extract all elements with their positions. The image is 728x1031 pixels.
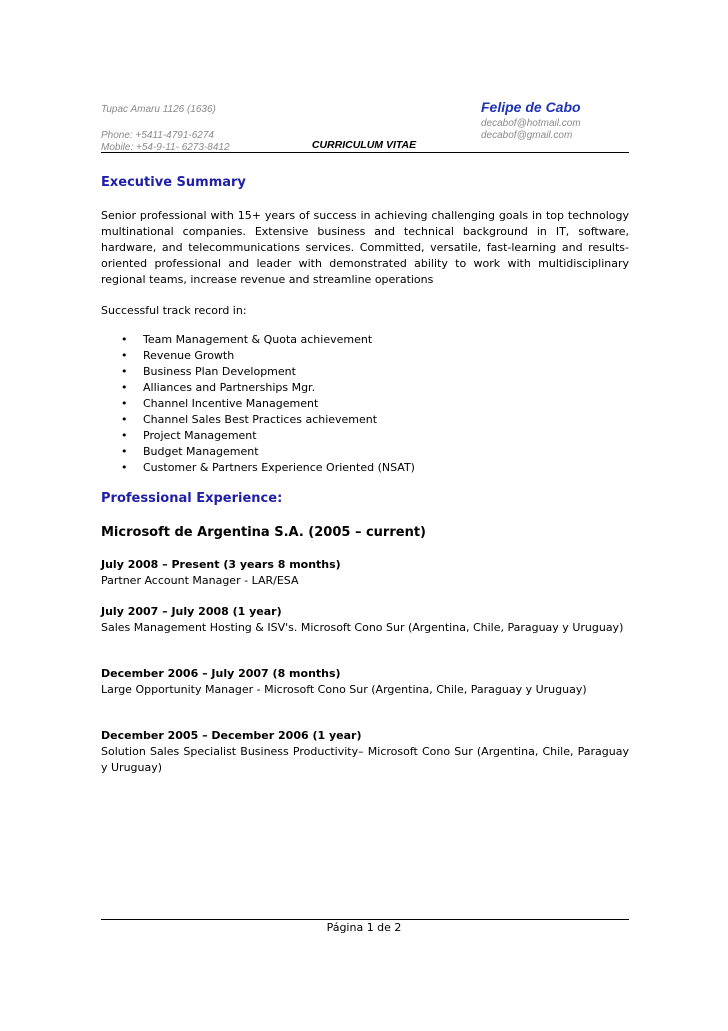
- role-dates: July 2007 – July 2008 (1 year): [101, 605, 282, 619]
- list-item: [101, 460, 629, 476]
- list-item-label: Customer & Partners Experience Oriented (NSAT): [143, 460, 415, 474]
- address-text: Tupac Amaru 1126 (1636): [101, 104, 216, 115]
- spacer: [101, 318, 629, 332]
- summary-paragraph: Senior professional with 15+ years of success in achieving challenging goals in top technology multinational companies. Extensive business and technical background in IT, software, hardware, and telecommunications services. Committed, versatile, fast-learning and results-oriented professional and leader with demonstrated ability to work with multidisciplinary regional teams, increase revenue and streamline operations: [101, 209, 629, 286]
- cv-content: [101, 174, 629, 776]
- candidate-name: Felipe de Cabo: [481, 99, 581, 115]
- bullet-icon: •: [121, 397, 128, 410]
- list-item: [101, 348, 629, 364]
- list-item: [101, 332, 629, 348]
- company-heading: Microsoft de Argentina S.A. (2005 – current): [101, 525, 426, 541]
- mobile-text: Mobile: +54-9-11- 6273-8412: [101, 142, 230, 153]
- role-dates: December 2005 – December 2006 (1 year): [101, 728, 362, 742]
- role-dates: December 2006 – July 2007 (8 months): [101, 667, 341, 681]
- list-item-label: Channel Incentive Management: [143, 397, 319, 410]
- role-entry: [101, 728, 629, 776]
- list-item: [101, 364, 629, 380]
- bullet-icon: •: [121, 428, 128, 442]
- spacer: [101, 698, 629, 728]
- list-item: [101, 444, 629, 460]
- page-number: Página 1 de 2: [326, 921, 402, 934]
- bullet-icon: •: [121, 333, 128, 347]
- list-item-label: Budget Management: [143, 444, 259, 458]
- list-item: [101, 380, 629, 396]
- email-secondary[interactable]: decabof@gmail.com: [481, 130, 573, 141]
- list-item-label: Business Plan Development: [143, 365, 296, 379]
- summary-heading: Executive Summary: [101, 175, 246, 190]
- document-title: CURRICULUM VITAE: [311, 139, 417, 151]
- role-entry: [101, 604, 629, 636]
- role-title: Large Opportunity Manager - Microsoft Cono Sur (Argentina, Chile, Paraguay y Uruguay): [101, 682, 587, 696]
- bullet-icon: •: [121, 444, 128, 458]
- bullet-icon: •: [121, 365, 128, 379]
- bullet-icon: •: [121, 381, 128, 395]
- bullet-icon: •: [121, 349, 128, 363]
- bullet-icon: •: [121, 460, 128, 474]
- spacer: [101, 192, 629, 208]
- role-title: Solution Sales Specialist Business Productivity– Microsoft Cono Sur (Argentina, Chile, Paraguay y Uruguay): [101, 744, 629, 774]
- role-dates: July 2008 – Present (3 years 8 months): [101, 558, 341, 572]
- list-item: [101, 396, 629, 412]
- spacer: [101, 508, 629, 524]
- experience-heading: Professional Experience:: [101, 491, 283, 507]
- track-record-list: [101, 332, 629, 475]
- spacer: [101, 589, 629, 604]
- track-record-intro: Successful track record in:: [101, 303, 247, 317]
- spacer: [101, 288, 629, 303]
- name-email-block: [481, 98, 581, 142]
- bullet-icon: •: [121, 412, 128, 426]
- email-primary[interactable]: decabof@hotmail.com: [481, 118, 581, 129]
- role-title: Partner Account Manager - LAR/ESA: [101, 574, 299, 588]
- list-item-label: Revenue Growth: [143, 349, 235, 363]
- role-title: Sales Management Hosting & ISV's. Microsoft Cono Sur (Argentina, Chile, Paraguay y Uruguay): [101, 621, 624, 635]
- header-spacer: [101, 116, 230, 130]
- role-entry: [101, 557, 629, 589]
- spacer: [101, 542, 629, 557]
- list-item: [101, 428, 629, 444]
- phone-text: Phone: +5411-4791-6274: [101, 130, 214, 141]
- list-item-label: Alliances and Partnerships Mgr.: [143, 381, 316, 395]
- list-item: [101, 412, 629, 428]
- header-divider: [101, 152, 629, 153]
- list-item-label: Team Management & Quota achievement: [143, 333, 373, 347]
- list-item-label: Project Management: [143, 428, 257, 442]
- role-entry: [101, 666, 629, 698]
- spacer: [101, 475, 629, 490]
- spacer: [101, 636, 629, 666]
- list-item-label: Channel Sales Best Practices achievement: [143, 412, 378, 426]
